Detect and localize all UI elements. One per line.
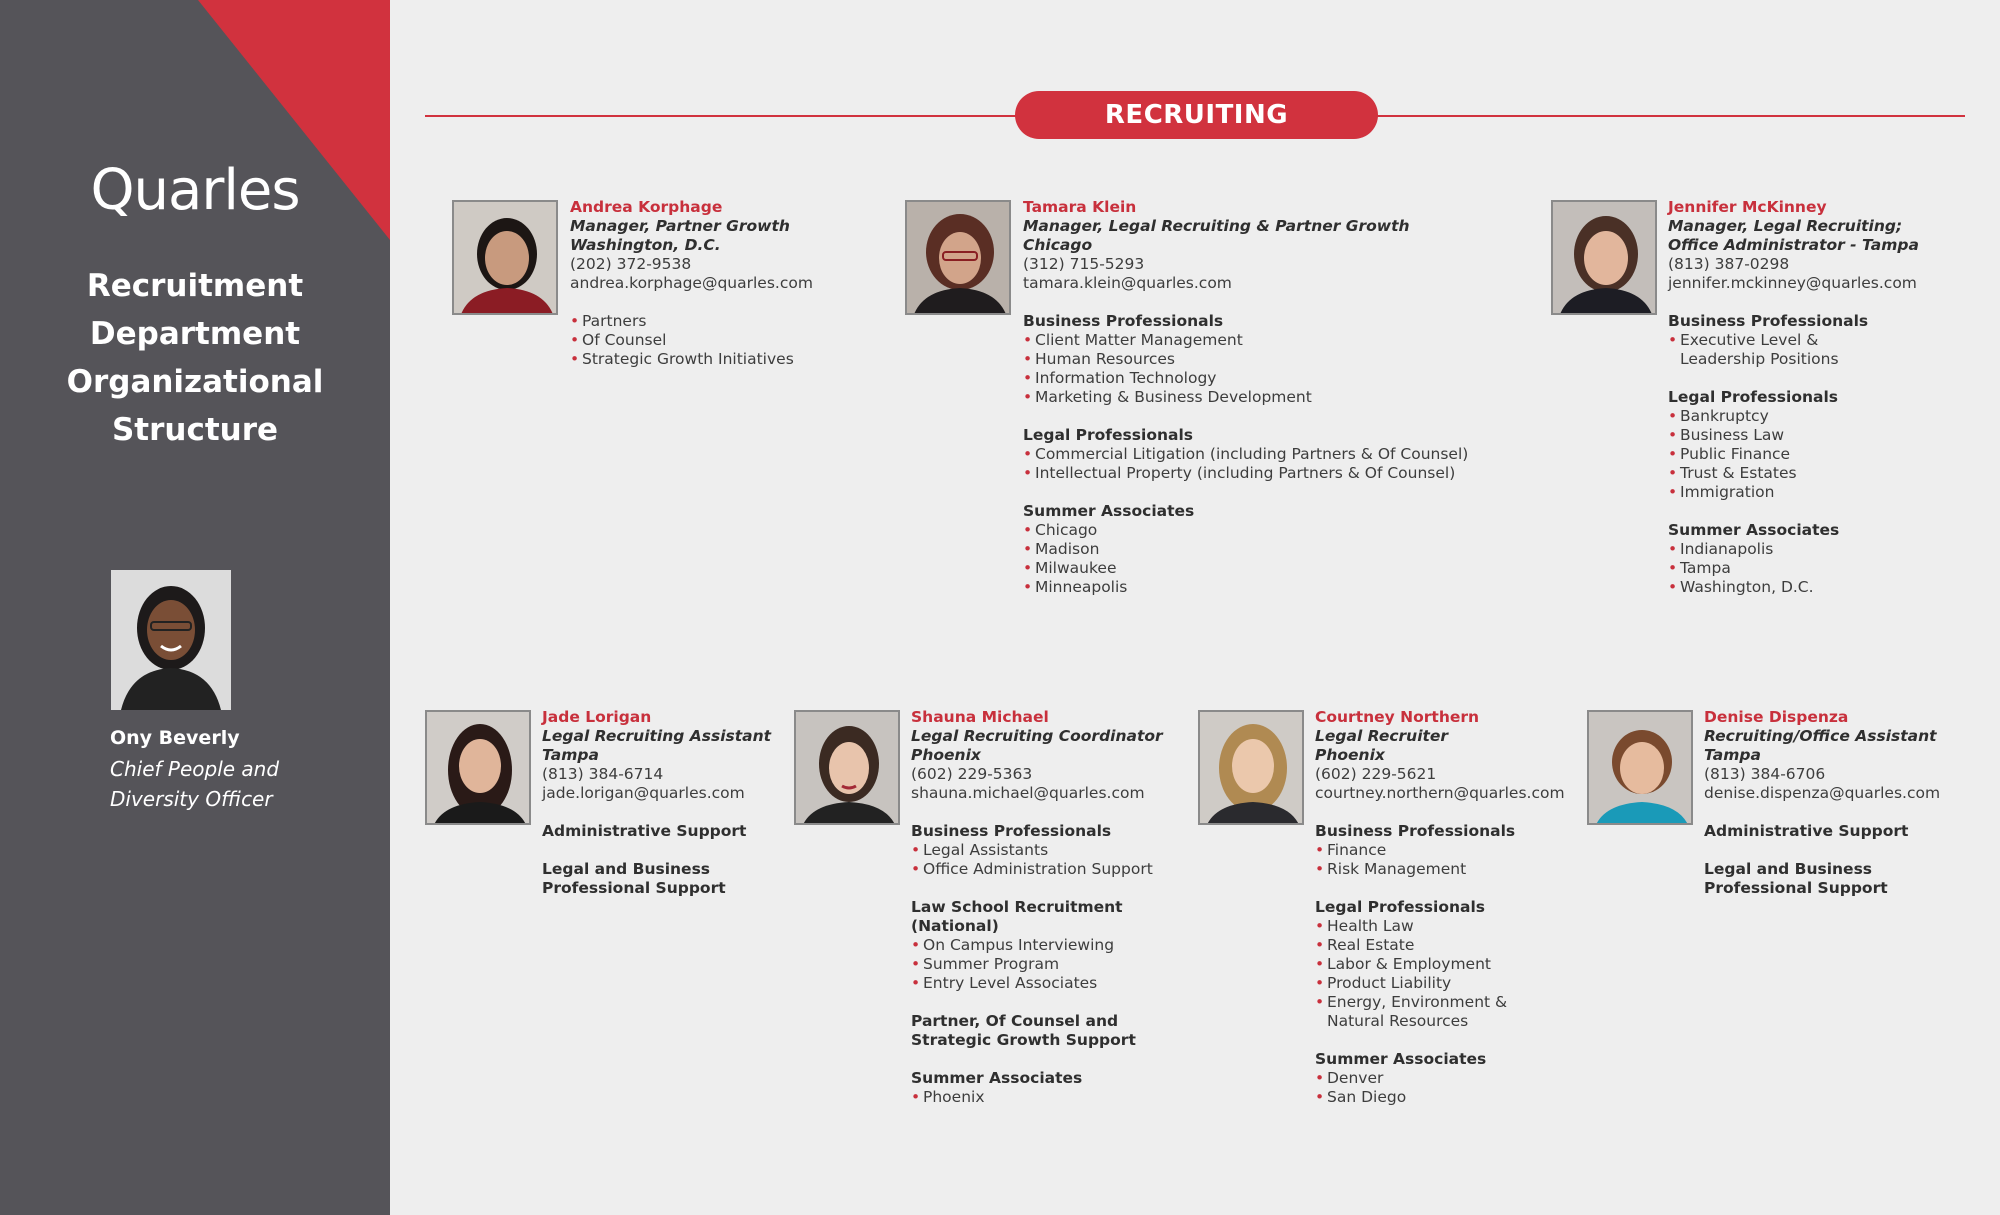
section-heading: Legal Professionals	[1668, 388, 1839, 406]
jennifer-portrait	[1551, 200, 1657, 315]
section-heading: Business Professionals	[1315, 822, 1516, 840]
list-item: • Summer Program	[911, 955, 1211, 974]
jade-card	[542, 708, 782, 898]
list-item: • Client Matter Management	[1023, 331, 1503, 350]
section-heading: Summer Associates	[1023, 502, 1195, 520]
courtney-card	[1315, 708, 1615, 1107]
denise-card	[1704, 708, 1974, 898]
list-item: • Health Law	[1315, 917, 1530, 936]
person-phone: (813) 387-0298	[1668, 255, 1790, 273]
section-heading: Legal and Business Professional Support	[1704, 860, 1888, 897]
person-name: Tamara Klein	[1023, 198, 1137, 216]
tamara-card	[1023, 198, 1503, 597]
list-item: • Trust & Estates	[1668, 464, 1968, 483]
title-line: Organizational	[66, 364, 324, 400]
section-heading: Summer Associates	[911, 1069, 1083, 1087]
person-location: Tampa	[1704, 746, 1761, 764]
person-location: Chicago	[1023, 236, 1093, 254]
list-item: • Office Administration Support	[911, 860, 1211, 879]
section-heading: Administrative Support	[1704, 822, 1909, 840]
quarles-logo: Quarles	[90, 158, 300, 223]
person-email[interactable]: jade.lorigan@quarles.com	[542, 784, 745, 802]
section-heading: Legal Professionals	[1023, 426, 1194, 444]
chief-name: Ony Beverly	[110, 727, 240, 749]
title-line: Department	[89, 316, 301, 352]
section-heading: Administrative Support	[542, 822, 747, 840]
section-heading: Business Professionals	[1668, 312, 1869, 330]
list-item: • Bankruptcy	[1668, 407, 1968, 426]
section-heading: Law School Recruitment (National)	[911, 898, 1123, 935]
title-line: Recruitment	[86, 268, 304, 304]
list-item: • Intellectual Property (including Partners & Of Counsel)	[1023, 464, 1503, 483]
list-item: • Business Law	[1668, 426, 1968, 445]
tamara-portrait	[905, 200, 1011, 315]
sidebar	[0, 0, 390, 1215]
person-role: Manager, Partner Growth	[570, 217, 790, 235]
list-item: • Real Estate	[1315, 936, 1530, 955]
person-email[interactable]: shauna.michael@quarles.com	[911, 784, 1145, 802]
section-heading: Summer Associates	[1668, 521, 1840, 539]
person-role: Legal Recruiting Assistant	[542, 727, 772, 745]
person-email[interactable]: tamara.klein@quarles.com	[1023, 274, 1232, 292]
person-role-secondary: Office Administrator - Tampa	[1668, 236, 1919, 254]
section-heading: Summer Associates	[1315, 1050, 1487, 1068]
list-item: • Strategic Growth Initiatives	[570, 350, 870, 369]
list-item: • Public Finance	[1668, 445, 1968, 464]
list-item: • On Campus Interviewing	[911, 936, 1211, 955]
person-name: Andrea Korphage	[570, 198, 723, 216]
list-item: • Washington, D.C.	[1668, 578, 1968, 597]
person-phone: (813) 384-6706	[1704, 765, 1826, 783]
denise-portrait	[1587, 710, 1693, 825]
person-name: Jennifer McKinney	[1668, 198, 1827, 216]
section-heading: Business Professionals	[1023, 312, 1224, 330]
list-item: • Product Liability	[1315, 974, 1530, 993]
department-title	[0, 262, 390, 454]
title-line: Structure	[111, 412, 279, 448]
person-phone: (312) 715-5293	[1023, 255, 1145, 273]
andrea-card	[570, 198, 870, 369]
shauna-card	[911, 708, 1211, 1107]
person-phone: (813) 384-6714	[542, 765, 664, 783]
section-heading: Business Professionals	[911, 822, 1112, 840]
person-location: Phoenix	[911, 746, 981, 764]
list-item: • Labor & Employment	[1315, 955, 1530, 974]
chief-portrait	[111, 570, 231, 710]
andrea-portrait	[452, 200, 558, 315]
person-role: Legal Recruiting Coordinator	[911, 727, 1163, 745]
list-item: • Risk Management	[1315, 860, 1615, 879]
person-role: Manager, Legal Recruiting;	[1668, 217, 1903, 235]
person-location: Washington, D.C.	[570, 236, 721, 254]
list-item: • Energy, Environment & Natural Resources	[1315, 993, 1530, 1031]
list-item: • Minneapolis	[1023, 578, 1503, 597]
section-heading: Legal and Business Professional Support	[542, 860, 726, 897]
section-header: RECRUITING	[1015, 91, 1378, 139]
list-item: • Executive Level & Leadership Positions	[1668, 331, 1858, 369]
person-email[interactable]: denise.dispenza@quarles.com	[1704, 784, 1941, 802]
shauna-portrait	[794, 710, 900, 825]
person-role: Manager, Legal Recruiting & Partner Growth	[1023, 217, 1410, 235]
person-email[interactable]: andrea.korphage@quarles.com	[570, 274, 813, 292]
list-item: • Of Counsel	[570, 331, 870, 350]
person-location: Phoenix	[1315, 746, 1385, 764]
list-item: • Tampa	[1668, 559, 1968, 578]
person-phone: (602) 229-5621	[1315, 765, 1437, 783]
list-item: • Legal Assistants	[911, 841, 1211, 860]
person-name: Denise Dispenza	[1704, 708, 1849, 726]
courtney-portrait	[1198, 710, 1304, 825]
list-item: • Phoenix	[911, 1088, 1211, 1107]
person-phone: (202) 372-9538	[570, 255, 692, 273]
list-item: • Indianapolis	[1668, 540, 1968, 559]
jade-portrait	[425, 710, 531, 825]
list-item: • Milwaukee	[1023, 559, 1503, 578]
person-phone: (602) 229-5363	[911, 765, 1033, 783]
list-item: • San Diego	[1315, 1088, 1615, 1107]
section-heading: Partner, Of Counsel and Strategic Growth Support	[911, 1012, 1136, 1049]
person-email[interactable]: jennifer.mckinney@quarles.com	[1668, 274, 1917, 292]
list-item: • Finance	[1315, 841, 1615, 860]
list-item: • Chicago	[1023, 521, 1503, 540]
list-item: • Madison	[1023, 540, 1503, 559]
person-email[interactable]: courtney.northern@quarles.com	[1315, 784, 1565, 802]
person-role: Legal Recruiter	[1315, 727, 1449, 745]
person-name: Jade Lorigan	[542, 708, 652, 726]
list-item: • Partners	[570, 312, 870, 331]
jennifer-card	[1668, 198, 1968, 597]
list-item: • Information Technology	[1023, 369, 1503, 388]
list-item: • Immigration	[1668, 483, 1968, 502]
person-role: Recruiting/Office Assistant	[1704, 727, 1937, 745]
chief-title: Chief People and Diversity Officer	[110, 757, 280, 811]
list-item: • Entry Level Associates	[911, 974, 1211, 993]
person-name: Courtney Northern	[1315, 708, 1480, 726]
section-heading: Legal Professionals	[1315, 898, 1486, 916]
list-item: • Commercial Litigation (including Partners & Of Counsel)	[1023, 445, 1503, 464]
list-item: • Human Resources	[1023, 350, 1503, 369]
list-item: • Marketing & Business Development	[1023, 388, 1503, 407]
person-location: Tampa	[542, 746, 599, 764]
person-name: Shauna Michael	[911, 708, 1049, 726]
list-item: • Denver	[1315, 1069, 1615, 1088]
